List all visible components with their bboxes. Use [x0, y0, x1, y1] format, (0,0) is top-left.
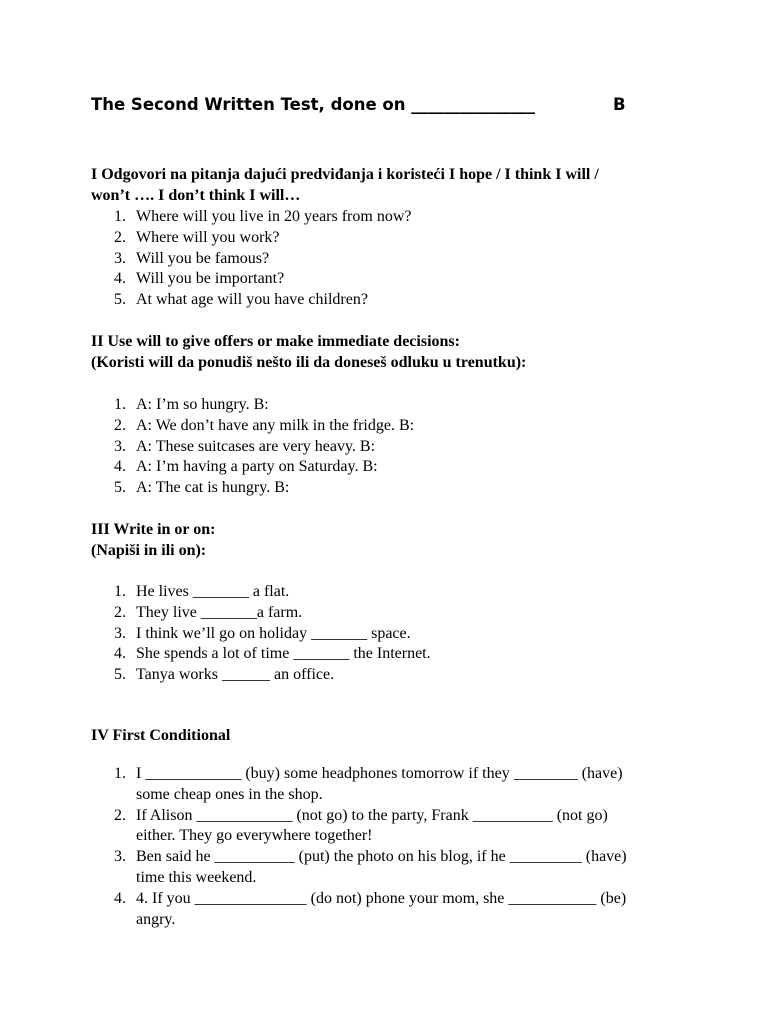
item-text: Will you be important?	[136, 270, 285, 288]
item-text: A: These suitcases are very heavy. B:	[136, 437, 376, 455]
item-text-line-1: I ____________ (buy) some headphones tomorrow if they ________ (have)	[136, 765, 623, 782]
section-3-heading-line-1: III Write in or on:	[91, 521, 216, 538]
list-item	[0, 228, 280, 249]
item-text-line-2: some cheap ones in the shop.	[136, 785, 323, 803]
list-item	[0, 624, 411, 645]
item-text: Tanya works ______ an office.	[136, 666, 335, 684]
item-text: They live _______a farm.	[136, 603, 303, 621]
section-1-heading-line-1: I Odgovori na pitanja dajući predviđanja i koristeći I hope / I think I will /	[91, 166, 599, 183]
item-number: 1.	[114, 396, 126, 413]
item-text: At what age will you have children?	[136, 291, 368, 309]
item-number: 1.	[114, 208, 126, 225]
item-text: A: The cat is hungry. B:	[136, 479, 290, 497]
item-text-line-2: either. They go everywhere together!	[136, 827, 373, 845]
list-item	[0, 249, 270, 270]
item-text: Where will you live in 20 years from now?	[136, 208, 412, 225]
item-number: 2.	[114, 806, 126, 824]
item-text: Will you be famous?	[136, 249, 270, 267]
test-title: The Second Written Test, done on _______________	[91, 95, 535, 114]
section-2-heading-line-1: II Use will to give offers or make immediate decisions:	[91, 333, 460, 350]
item-text-line-1: Ben said he __________ (put) the photo on his blog, if he _________ (have)	[136, 848, 627, 866]
section-1-heading-line-2: won’t …. I don’t think I will…	[91, 187, 301, 204]
item-number: 5.	[114, 479, 126, 497]
item-number: 5.	[114, 666, 126, 684]
section-2-list	[0, 395, 415, 499]
list-item	[0, 644, 431, 665]
item-number: 3.	[114, 249, 126, 267]
section-4-heading: IV First Conditional	[91, 727, 231, 744]
item-number: 3.	[114, 624, 126, 642]
item-number: 2.	[114, 228, 126, 246]
list-item	[0, 457, 378, 478]
list-item	[0, 395, 269, 416]
item-text: A: I’m having a party on Saturday. B:	[136, 458, 378, 476]
item-number: 3.	[114, 437, 126, 455]
item-number: 3.	[114, 848, 126, 866]
list-item	[0, 478, 290, 499]
list-item	[0, 437, 376, 458]
list-item	[0, 582, 290, 603]
item-text: A: I’m so hungry. B:	[136, 396, 269, 413]
item-text-line-1: If Alison ____________ (not go) to the party, Frank __________ (not go)	[136, 806, 608, 824]
list-item	[0, 603, 303, 624]
list-item	[0, 207, 412, 228]
item-number: 1.	[114, 765, 126, 782]
test-title-row	[91, 95, 651, 119]
item-text-line-2: angry.	[136, 910, 176, 928]
item-text: I think we’ll go on holiday _______ space.	[136, 624, 411, 642]
section-1-list	[0, 207, 412, 311]
item-number: 5.	[114, 291, 126, 309]
item-number: 4.	[114, 889, 126, 907]
item-text: Where will you work?	[136, 228, 280, 246]
item-text-line-1: 4. If you ______________ (do not) phone your mom, she ___________ (be)	[136, 889, 627, 907]
item-number: 2.	[114, 416, 126, 434]
item-text: She spends a lot of time _______ the Internet.	[136, 645, 431, 663]
item-number: 4.	[114, 458, 126, 476]
item-text: A: We don’t have any milk in the fridge. B:	[136, 416, 415, 434]
section-2-heading-line-2: (Koristi will da ponudiš nešto ili da doneseš odluku u trenutku):	[91, 354, 527, 371]
list-item	[0, 290, 368, 311]
list-item	[0, 269, 285, 290]
list-item	[0, 665, 335, 686]
item-number: 2.	[114, 603, 126, 621]
item-number: 4.	[114, 270, 126, 288]
test-variant-label: B	[613, 95, 626, 114]
section-3-heading-line-2: (Napiši in ili on):	[91, 542, 207, 559]
item-text-line-2: time this weekend.	[136, 868, 257, 886]
item-number: 1.	[114, 583, 126, 600]
section-3-list	[0, 582, 431, 686]
item-number: 4.	[114, 645, 126, 663]
item-text: He lives _______ a flat.	[136, 583, 290, 600]
list-item	[0, 416, 415, 437]
